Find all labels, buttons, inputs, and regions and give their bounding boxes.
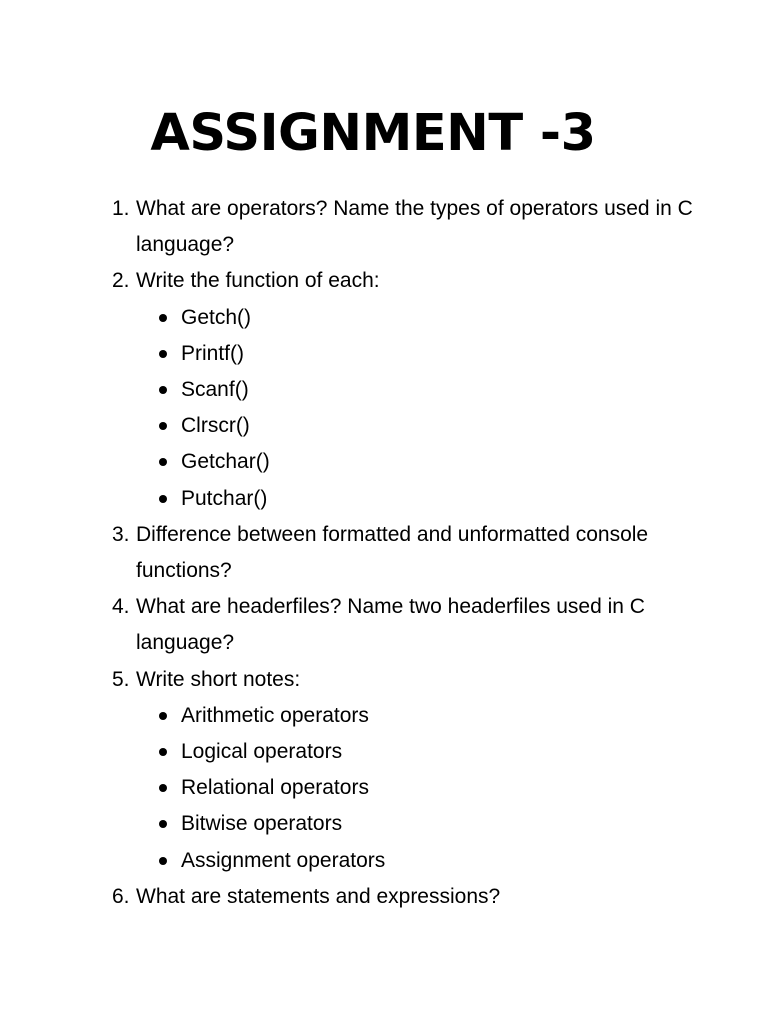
question-item [112, 263, 712, 516]
bullet-icon [159, 857, 167, 865]
question-number: 1. [112, 197, 130, 220]
page-title: ASSIGNMENT -3 [150, 104, 596, 163]
question-text: What are statements and expressions? [136, 884, 501, 908]
question-item [112, 191, 712, 263]
question-item [112, 589, 712, 661]
bullet-icon [159, 712, 167, 720]
sub-item [136, 806, 712, 842]
sub-item [136, 336, 712, 372]
sub-item-text: Relational operators [181, 776, 369, 800]
question-item [112, 517, 712, 589]
sub-item-text: Printf() [181, 341, 244, 365]
sub-item-text: Assignment operators [181, 848, 386, 872]
sub-item [136, 770, 712, 806]
question-item [112, 879, 712, 915]
sub-item-text: Clrscr() [181, 414, 250, 438]
sub-item-text: Logical operators [181, 740, 343, 764]
sub-item [136, 300, 712, 336]
sub-item-text: Putchar() [181, 486, 268, 510]
bullet-icon [159, 820, 167, 828]
bullet-icon [159, 422, 167, 430]
sub-list [136, 698, 712, 879]
sub-list [136, 300, 712, 517]
question-text: Write short notes: [136, 667, 301, 691]
bullet-icon [159, 314, 167, 322]
bullet-icon [159, 350, 167, 358]
sub-item-text: Getch() [181, 305, 252, 329]
question-text: Difference between formatted and unformatted console functions? [136, 522, 649, 583]
sub-item [136, 444, 712, 480]
sub-item [136, 372, 712, 408]
bullet-icon [159, 495, 167, 503]
question-number: 6. [112, 884, 130, 908]
bullet-icon [159, 386, 167, 394]
sub-item [136, 408, 712, 444]
sub-item-text: Getchar() [181, 450, 270, 474]
question-number: 3. [112, 522, 130, 546]
question-item [112, 662, 712, 879]
question-list [112, 191, 712, 915]
sub-item-text: Bitwise operators [181, 812, 343, 836]
sub-item [136, 698, 712, 734]
question-number: 4. [112, 595, 130, 619]
sub-item [136, 734, 712, 770]
sub-item [136, 843, 712, 879]
question-text: What are operators? Name the types of operators used in C language? [136, 197, 693, 257]
bullet-icon [159, 784, 167, 792]
question-text: Write the function of each: [136, 269, 380, 293]
sub-item-text: Scanf() [181, 378, 249, 402]
sub-item-text: Arithmetic operators [181, 703, 369, 727]
bullet-icon [159, 458, 167, 466]
question-number: 5. [112, 667, 130, 691]
question-number: 2. [112, 269, 130, 293]
question-text: What are headerfiles? Name two headerfiles used in C language? [136, 595, 645, 655]
sub-item [136, 481, 712, 517]
bullet-icon [159, 748, 167, 756]
